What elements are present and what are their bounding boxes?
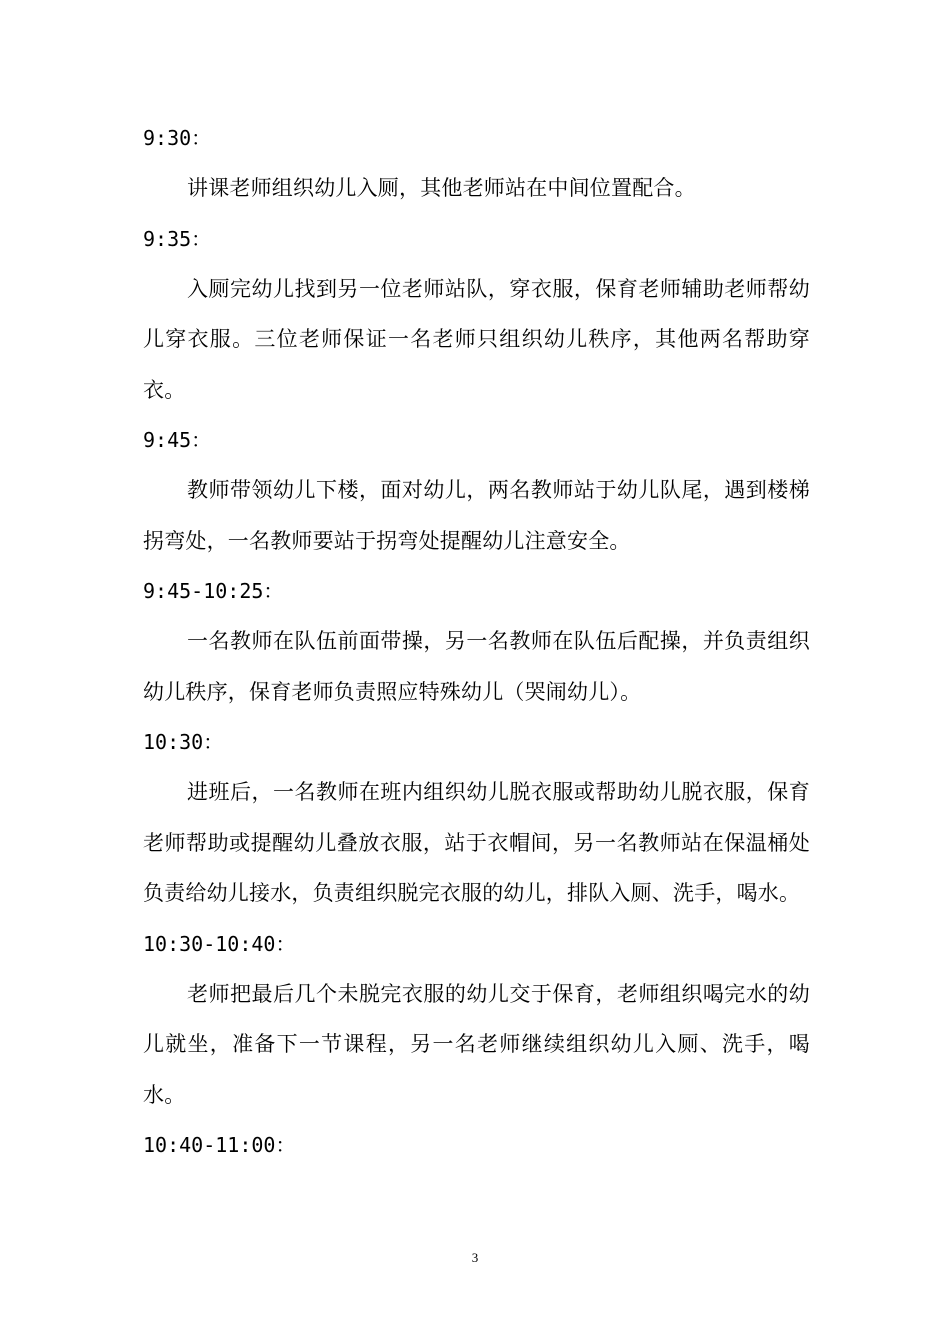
page-number: 3 — [471, 1250, 479, 1265]
paragraph: 教师带领幼儿下楼，面对幼儿，两名教师站于幼儿队尾，遇到楼梯拐弯处，一名教师要站于拐弯处提醒幼儿注意安全。 — [143, 478, 810, 553]
paragraph: 入厕完幼儿找到另一位老师站队，穿衣服，保育老师辅助老师帮幼儿穿衣服。三位老师保证一名老师只组织幼儿秩序，其他两名帮助穿衣。 — [143, 276, 810, 402]
time-heading: 10:40-11:00： — [143, 1133, 296, 1157]
time-heading: 10:30-10:40： — [143, 931, 296, 956]
paragraph: 讲课老师组织幼儿入厕，其他老师站在中间位置配合。 — [187, 176, 696, 200]
paragraph: 进班后，一名教师在班内组织幼儿脱衣服或帮助幼儿脱衣服，保育老师帮助或提醒幼儿叠放衣服，站于衣帽间，另一名教师站在保温桶处负责给幼儿接水，负责组织脱完衣服的幼儿，排队入厕、洗手，喝水。 — [143, 780, 810, 905]
time-heading: 9:35： — [143, 226, 212, 251]
time-heading: 10:30： — [143, 730, 224, 754]
paragraph: 老师把最后几个未脱完衣服的幼儿交于保育，老师组织喝完水的幼儿就坐，准备下一节课程，另一名老师继续组织幼儿入厕、洗手，喝水。 — [143, 981, 810, 1107]
paragraph: 一名教师在队伍前面带操，另一名教师在队伍后配操，并负责组织幼儿秩序，保育老师负责照应特殊幼儿（哭闹幼儿）。 — [143, 629, 810, 704]
time-heading: 9:30： — [143, 126, 212, 150]
document-body — [143, 113, 810, 1170]
time-heading: 9:45-10:25： — [143, 579, 284, 603]
time-heading: 9:45： — [143, 428, 212, 452]
